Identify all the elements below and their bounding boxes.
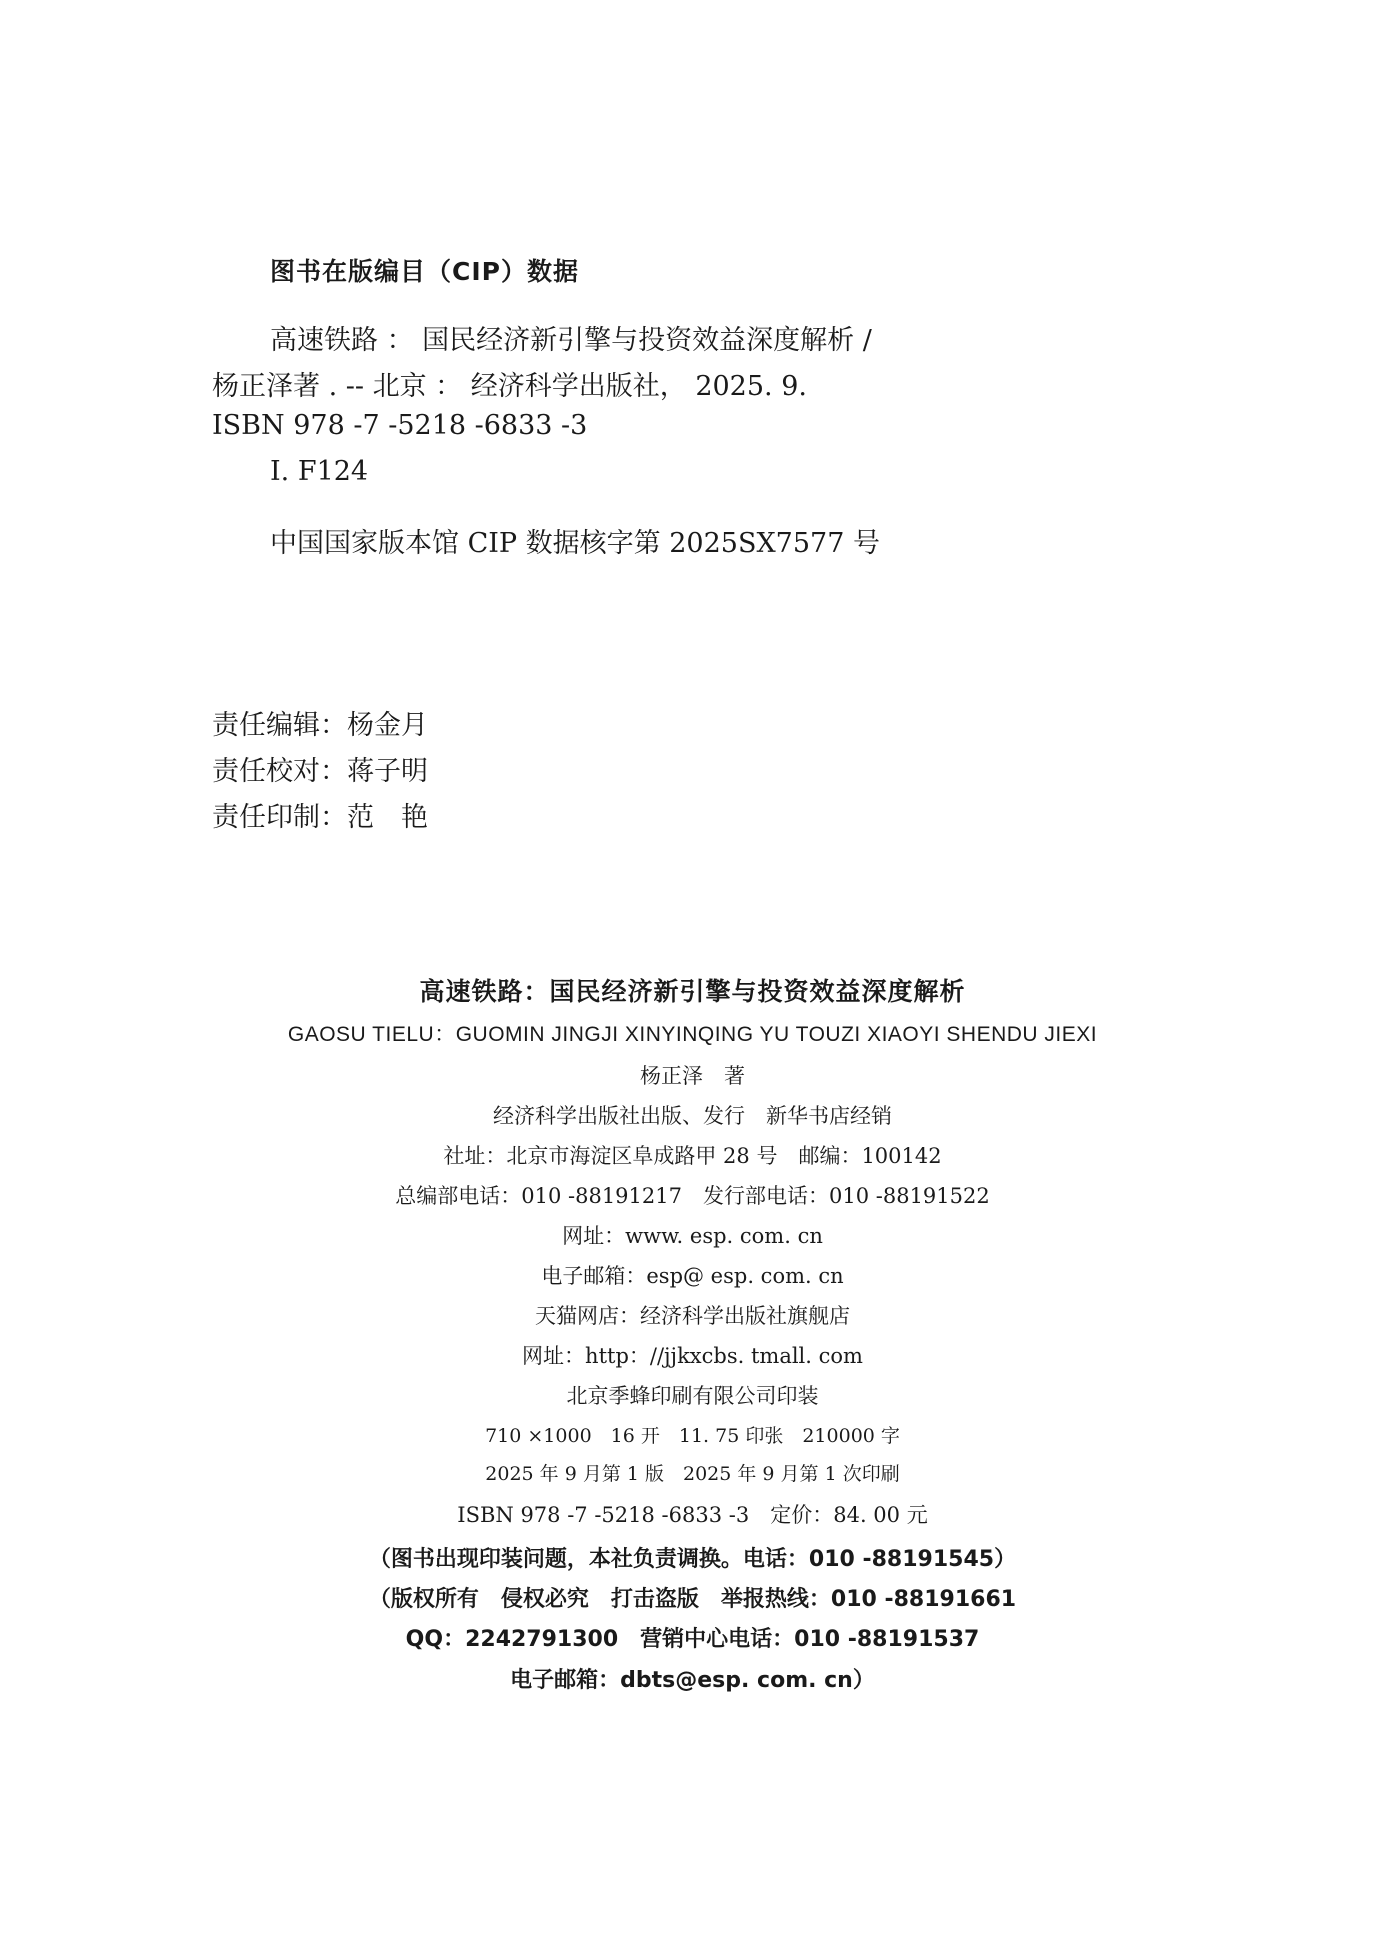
responsible-proofreader: 责任校对：蒋子明 xyxy=(212,756,428,787)
imprint-pinyin-title: GAOSU TIELU：GUOMIN JINGJI XINYINQING YU TOUZI XIAOYI SHENDU JIEXI xyxy=(287,1023,1098,1046)
imprint-website: 网址：www. esp. com. cn xyxy=(562,1224,823,1248)
imprint-address: 社址：北京市海淀区阜成路甲 28 号 邮编：100142 xyxy=(443,1144,942,1168)
imprint-printer: 北京季蜂印刷有限公司印装 xyxy=(566,1384,819,1408)
cip-author-publisher-line: 杨正泽著 . -- 北京 ： 经济科学出版社， 2025. 9. xyxy=(212,371,807,402)
imprint-notice-rights: （版权所有 侵权必究 打击盗版 举报热线：010 -88191661 xyxy=(368,1587,1017,1612)
responsible-printing: 责任印制：范 艳 xyxy=(212,802,428,833)
responsible-editor: 责任编辑：杨金月 xyxy=(212,710,428,741)
imprint-phones: 总编部电话：010 -88191217 发行部电话：010 -88191522 xyxy=(395,1184,990,1208)
imprint-isbn-price: ISBN 978 -7 -5218 -6833 -3 定价：84. 00 元 xyxy=(457,1503,928,1527)
cip-heading: 图书在版编目（CIP）数据 xyxy=(270,257,579,286)
imprint-edition: 2025 年 9 月第 1 版 2025 年 9 月第 1 次印刷 xyxy=(485,1463,900,1485)
imprint-notice-qq: QQ：2242791300 营销中心电话：010 -88191537 xyxy=(405,1627,980,1652)
imprint-email: 电子邮箱：esp@ esp. com. cn xyxy=(541,1264,844,1288)
imprint-notice-print: （图书出现印装问题，本社负责调换。电话：010 -88191545） xyxy=(368,1547,1017,1572)
imprint-publisher: 经济科学出版社出版、发行 新华书店经销 xyxy=(493,1104,892,1128)
cip-classification-line: Ⅰ. F124 xyxy=(270,456,369,487)
cip-title-line: 高速铁路 ： 国民经济新引擎与投资效益深度解析 / xyxy=(270,325,872,356)
imprint-title: 高速铁路：国民经济新引擎与投资效益深度解析 xyxy=(419,977,966,1006)
cip-isbn-line: ISBN 978 -7 -5218 -6833 -3 xyxy=(212,410,588,441)
cip-record-number: 中国国家版本馆 CIP 数据核字第 2025SX7577 号 xyxy=(270,528,880,559)
imprint-notice-email: 电子邮箱：dbts@esp. com. cn） xyxy=(510,1668,875,1693)
imprint-tmall-url: 网址：http：//jjkxcbs. tmall. com xyxy=(522,1344,863,1368)
imprint-specs: 710 ×1000 16 开 11. 75 印张 210000 字 xyxy=(485,1425,900,1447)
imprint-author: 杨正泽 著 xyxy=(640,1064,745,1088)
imprint-tmall-store: 天猫网店：经济科学出版社旗舰店 xyxy=(535,1304,850,1328)
